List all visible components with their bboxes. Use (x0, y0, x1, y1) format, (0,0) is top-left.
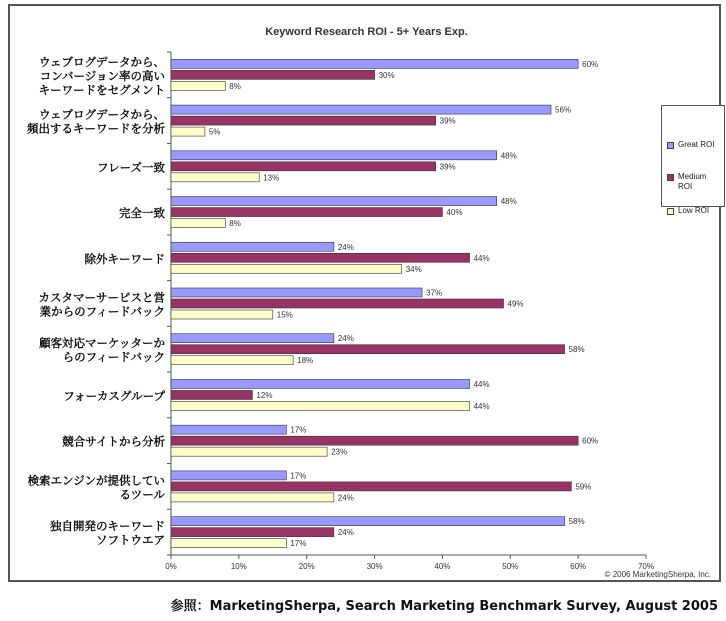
category-label (27, 108, 165, 136)
category-label-line: 独自開発のキーワード (50, 519, 165, 534)
chart-title: Keyword Research ROI - 5+ Years Exp. (265, 26, 468, 38)
category-label (63, 389, 165, 403)
bar-data-label: 17% (290, 539, 307, 549)
bar-great-roi (171, 379, 470, 388)
category-label-line: らのフィードバック (62, 350, 165, 365)
legend-label-medium: Medium ROI (678, 172, 707, 191)
bar-great-roi (171, 197, 497, 206)
legend-label-low: Low ROI (678, 206, 710, 215)
category-label-line: 頻出するキーワードを分析 (27, 121, 165, 136)
bar-data-label: 60% (582, 436, 599, 446)
bar-data-label: 44% (473, 379, 490, 389)
category-label-line: コンバージョン率の高い (39, 68, 165, 83)
category-label-line: 除外キーワード (84, 251, 165, 266)
x-tick-label: 10% (230, 562, 247, 571)
bar-data-label: 17% (290, 471, 307, 481)
bar-medium-roi (171, 345, 565, 354)
bar-low-roi (171, 310, 273, 319)
bar-great-roi (171, 471, 286, 480)
category-label (39, 336, 165, 364)
bar-great-roi (171, 151, 497, 160)
bar-low-roi (171, 173, 259, 182)
bar-data-label: 18% (297, 356, 314, 366)
bar-great-roi (171, 334, 334, 343)
category-label-line: ウェブログデータから、 (38, 107, 165, 122)
bar-data-label: 12% (256, 390, 273, 400)
bar-great-roi (171, 425, 286, 434)
bar-data-label: 39% (439, 116, 456, 126)
bar-data-label: 8% (229, 219, 241, 229)
bar-data-label: 49% (507, 299, 524, 309)
bar-low-roi (171, 356, 293, 365)
bar-medium-roi (171, 390, 252, 399)
category-label (39, 55, 165, 97)
copyright-note: © 2006 MarketingSherpa, Inc. (604, 570, 711, 579)
bar-data-label: 58% (568, 345, 585, 355)
category-label-line: フレーズ一致 (97, 160, 165, 175)
bar-great-roi (171, 59, 578, 68)
bar-low-roi (171, 493, 334, 502)
x-tick-label: 50% (502, 562, 519, 571)
x-tick-label: 40% (434, 562, 451, 571)
bar-data-label: 24% (337, 493, 354, 503)
bar-low-roi (171, 81, 225, 90)
bar-data-label: 48% (500, 151, 517, 161)
bar-data-label: 44% (473, 253, 490, 263)
bar-data-label: 48% (500, 197, 517, 207)
bar-data-label: 15% (276, 310, 293, 320)
x-tick-label: 30% (366, 562, 383, 571)
category-label (39, 291, 166, 319)
bar-data-label: 13% (263, 173, 280, 183)
category-label-line: フォーカスグループ (63, 388, 165, 403)
bar-data-label: 24% (337, 528, 354, 538)
category-label (49, 519, 165, 547)
bar-medium-roi (171, 528, 334, 537)
bar-data-label: 24% (337, 242, 354, 252)
bar-data-label: 56% (555, 105, 572, 115)
bar-data-label: 59% (575, 482, 592, 492)
bar-data-label: 37% (426, 288, 443, 298)
bar-low-roi (171, 539, 286, 548)
bar-medium-roi (171, 116, 436, 125)
bar-data-label: 34% (405, 264, 422, 274)
bar-medium-roi (171, 299, 504, 308)
bar-low-roi (171, 219, 225, 228)
bar-medium-roi (171, 70, 375, 79)
category-label-line: 検索エンジンが提供してい (27, 473, 165, 488)
bar-data-label: 44% (473, 401, 490, 411)
x-tick-label: 60% (570, 562, 587, 571)
bar-low-roi (171, 401, 470, 410)
category-label-line: 完全一致 (119, 206, 165, 221)
bar-medium-roi (171, 162, 436, 171)
category-label-line: ソフトウエア (96, 533, 165, 548)
bar-data-label: 23% (331, 447, 348, 457)
bar-low-roi (171, 264, 402, 273)
category-label (62, 435, 165, 449)
bar-data-label: 60% (582, 59, 599, 69)
category-label (97, 160, 165, 174)
x-tick-label: 20% (298, 562, 315, 571)
bar-medium-roi (171, 436, 578, 445)
bar-data-label: 39% (439, 162, 456, 172)
x-tick-label: 0% (165, 562, 177, 571)
bar-low-roi (171, 447, 327, 456)
bar-medium-roi (171, 208, 442, 217)
bar-data-label: 24% (337, 334, 354, 344)
category-label-line: るツール (119, 487, 165, 502)
category-label-line: 顧客対応マーケッターか (39, 336, 165, 351)
category-label-line: カスタマーサービスと営 (38, 290, 165, 305)
source-citation: 参照：MarketingSherpa, Search Marketing Benchmark Survey, August 2005 (170, 599, 718, 614)
bar-medium-roi (171, 482, 571, 491)
bar-data-label: 17% (290, 425, 307, 435)
legend-label-great: Great ROI (678, 140, 715, 149)
bar-low-roi (171, 127, 205, 136)
bar-data-label: 30% (378, 70, 395, 80)
bar-great-roi (171, 242, 334, 251)
category-label-line: 競合サイトから分析 (62, 434, 165, 449)
bar-data-label: 58% (568, 517, 585, 527)
category-label (119, 206, 165, 220)
bar-great-roi (171, 288, 422, 297)
bar-great-roi (171, 105, 551, 114)
bar-data-label: 5% (208, 127, 221, 137)
category-label (28, 473, 166, 501)
category-label (85, 252, 166, 266)
bar-great-roi (171, 517, 565, 526)
bar-medium-roi (171, 253, 470, 262)
bar-data-label: 40% (446, 208, 463, 218)
category-label-line: キーワードをセグメント (38, 82, 165, 97)
category-label-line: ウェブログデータから、 (38, 54, 165, 69)
x-tick-label: 70% (637, 562, 655, 571)
category-label-line: 業からのフィードバック (39, 304, 165, 319)
bar-data-label: 8% (229, 81, 241, 91)
